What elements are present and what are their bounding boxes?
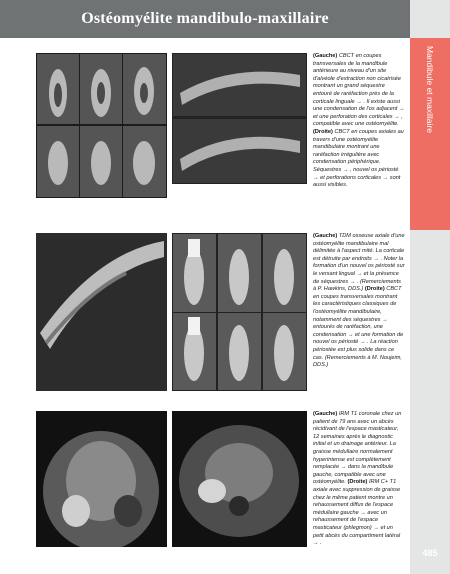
mri-coronal-image: [36, 411, 167, 547]
figure-ct-axial: [36, 233, 167, 391]
caption-2-left-text: TDM osseuse axiale d'une ostéomyélite mandibulaire mal délimitée à l'aspect mité. La corticale est détruite par endroits → . Noter la formation d'un nouvel os périosté sur le versant lingual → et la présence de séquestres → . (Remerciements à P. Hawkins, DDS.): [313, 233, 405, 293]
caption-1: [313, 53, 405, 190]
caption-1-left-text: CBCT en coupes transversales de la mandibule antérieure au niveau d'un site d'alvéole d'extraction non cicatrisée montrant un grand séquestre entouré de raréfaction près de la corticale linguale → . Il existe aussi une condensation de l'os adjacent → et une perforation des corticales → , compatible avec une ostéomyélite.: [313, 53, 405, 128]
figure-mri-coronal: [36, 411, 167, 547]
cbct-grid-image: [36, 53, 167, 198]
figure-mri-axial: [172, 411, 307, 547]
ct-axial-image: [36, 233, 167, 391]
page-number: 485: [422, 548, 438, 558]
caption-3-right-text: IRM C+ T1 axiale avec suppression de graisse chez le même patient montre un rehaussement diffus de l'espace médullaire gauche → avec un rehaussement de l'espace masticateur (phlegmon) → et un petit abcès du compartiment latéral → .: [313, 479, 401, 547]
cbct-transversal-image: [172, 233, 307, 391]
caption-3-left-label: (Gauche): [313, 411, 338, 417]
caption-1-left-label: (Gauche): [313, 53, 338, 59]
chapter-tab[interactable]: [410, 38, 450, 230]
figure-cbct-transversal: [172, 233, 307, 391]
figure-cbct-axial: [172, 53, 307, 184]
caption-2: [313, 233, 405, 370]
caption-3-right-label: (Droite): [347, 479, 368, 486]
caption-1-right-label: (Droite): [313, 128, 333, 135]
cbct-axial-image: [172, 53, 307, 184]
caption-3-left-text: IRM T1 coronale chez un patient de 79 ans avec un abcès récidivant de l'espace masticateur, 12 semaines après le diagnostic initial et un drainage antérieur. La graisse médullaire normalement hyperintense est complètement remplacée → dans la mandibule gauche, compatible avec une ostéomyélite.: [313, 411, 402, 486]
caption-2-right-label: (Droite): [364, 286, 385, 293]
caption-2-left-label: (Gauche): [313, 233, 338, 239]
figure-cbct-cross-sections: [36, 53, 167, 198]
page-header: [0, 0, 410, 38]
caption-2-right-text: CBCT en coupes transversales montrant les caractéristiques classiques de l'ostéomyélite mandibulaire, notamment des séquestres → entourés de raréfaction, une condensation → et une formation de nouvel os périosté → . La réaction périostée est plus solide dans ce cas. (Remerciements à M. Noujeim, DDS.): [313, 286, 404, 369]
chapter-tab-label: Mandibule et maxillaire: [425, 46, 435, 133]
caption-1-right-text: CBCT en coupes axiales au travers d'une ostéomyélite mandibulaire montrant une raréfaction irrégulière avec condensation périphérique. Séquestres → , nouvel os périosté → et perforations corticales → sont aussi visibles.: [313, 128, 404, 189]
page-title: Ostéomyélite mandibulo-maxillaire: [81, 10, 329, 27]
mri-axial-image: [172, 411, 307, 547]
caption-3: [313, 411, 405, 548]
